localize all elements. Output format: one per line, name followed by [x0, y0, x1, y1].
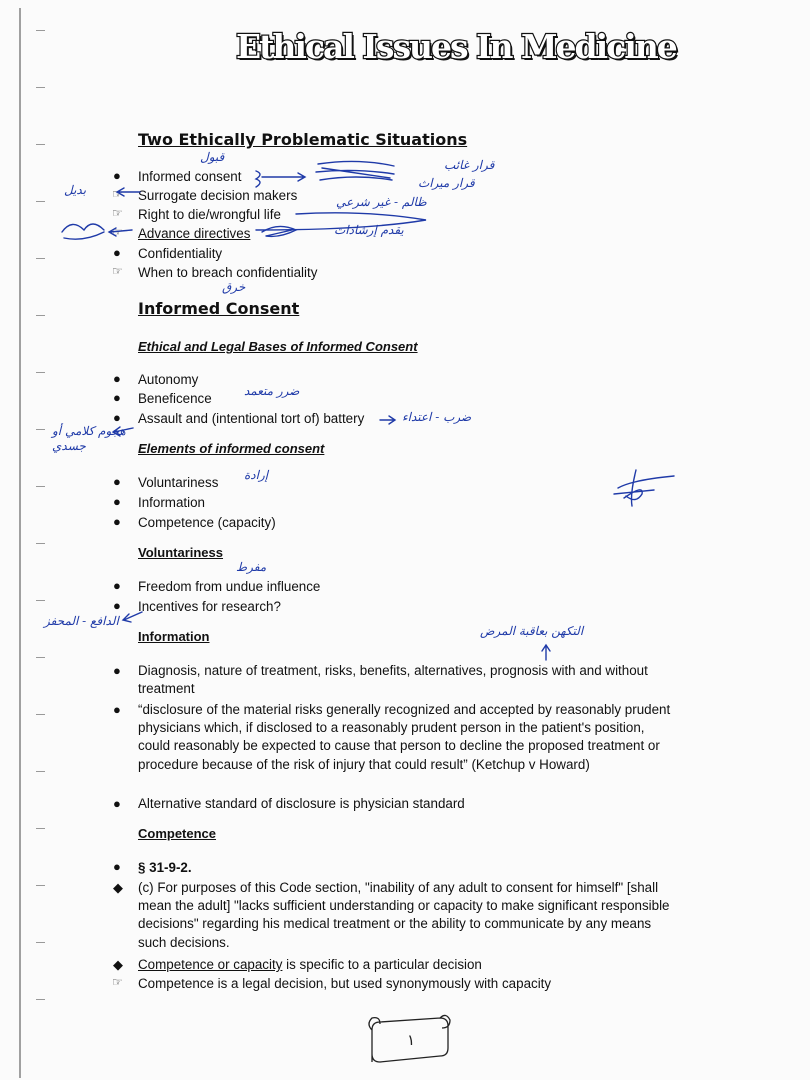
page-number: ١ — [406, 1031, 416, 1049]
list-item: Assault and (intentional tort of) battery — [138, 411, 365, 426]
heading-elements: Elements of informed consent — [138, 441, 325, 456]
underlined-phrase: Competence or capacity — [138, 957, 283, 972]
annotation: قرار ميراث — [418, 176, 475, 190]
list-item: (c) For purposes of this Code section, "inability of any adult to consent for himself" [shall mean the adult] "lacks sufficient understanding or capacity to make significant responsible decisions" regarding his medical treatment or the ability to communicate by any means such decisions. — [138, 880, 670, 950]
annotation: التكهن بعاقبة المرض — [480, 624, 584, 638]
annotation: هجوم كلامي أو جسدي — [52, 424, 126, 453]
annotation: بديل — [64, 183, 87, 197]
annotation: قبول — [200, 150, 225, 164]
annotation: مفرط — [236, 560, 267, 574]
bullet: ● — [113, 390, 121, 405]
heading-information: Information — [138, 629, 210, 644]
annotation: إرادة — [244, 468, 269, 482]
list-item: “disclosure of the material risks generally recognized and accepted by reasonably prudent physicians which, if disclosed to a reasonably prudent person in the patient's position, could reasonably be expected to cause that person to decline the proposed treatment or procedure because of the risk of injury that could result” (Ketchup v Howard) — [138, 702, 671, 772]
list-item: Beneficence — [138, 391, 212, 406]
list-item: Freedom from undue influence — [138, 579, 321, 594]
list-item: Incentives for research? — [138, 599, 281, 614]
annotation: الدافع - المحفز — [44, 614, 119, 628]
list-item: Right to die/wrongful life — [138, 207, 281, 222]
arrow-line — [262, 173, 305, 181]
arrow-line — [117, 188, 140, 196]
bullet: ◆ — [113, 880, 123, 895]
arrow-line — [542, 645, 550, 660]
bullet: ● — [113, 474, 121, 489]
annotation: يقدم إرشادات — [334, 223, 404, 237]
annotation: خرق — [222, 280, 246, 294]
bullet: ◆ — [113, 957, 123, 972]
bullet: ● — [113, 371, 121, 386]
signature-mark — [614, 470, 674, 506]
list-item-rest: is specific to a particular decision — [286, 957, 482, 972]
bullet: ● — [113, 859, 121, 874]
list-item: Surrogate decision makers — [138, 188, 298, 203]
list-item: § 31-9-2. — [138, 860, 192, 875]
brace-mark — [256, 171, 260, 187]
bullet: ● — [113, 514, 121, 529]
list-item: Information — [138, 495, 205, 510]
annotation: ظالم - غير شرعي — [336, 195, 427, 209]
bullet: ● — [113, 796, 121, 811]
bullet: ● — [113, 578, 121, 593]
list-item: Autonomy — [138, 372, 199, 387]
bullet: ● — [113, 494, 121, 509]
heading-voluntariness: Voluntariness — [138, 545, 224, 560]
bullet: ● — [113, 410, 121, 425]
arrow-line — [380, 416, 395, 424]
list-item: When to breach confidentiality — [138, 265, 318, 280]
arrow-line — [113, 427, 133, 436]
annotation: قرار غائب — [444, 158, 495, 172]
arrow-line — [109, 228, 132, 236]
scribble-crossout — [316, 161, 394, 180]
heading-situations: Two Ethically Problematic Situations — [138, 130, 468, 149]
annotation: ضرب - اعتداء — [402, 410, 472, 424]
page-title: Ethical Issues In Medicine — [236, 27, 676, 66]
annotation: ضرر متعمد — [244, 384, 300, 398]
bullet: ● — [113, 598, 121, 613]
list-item: Advance directives — [138, 226, 251, 241]
bullet: ● — [113, 245, 121, 260]
list-item: Competence is a legal decision, but used synonymously with capacity — [138, 976, 552, 991]
hand-pointer-icon: ☞ — [112, 206, 123, 220]
bullet: ● — [113, 168, 121, 183]
hand-pointer-icon: ☞ — [112, 187, 123, 201]
list-item: Voluntariness — [138, 475, 219, 490]
bullet: ● — [113, 663, 121, 678]
list-item: Diagnosis, nature of treatment, risks, benefits, alternatives, prognosis with and without treatment — [138, 663, 648, 697]
hand-pointer-icon: ☞ — [112, 975, 123, 989]
list-item: Competence (capacity) — [138, 515, 276, 530]
list-item: Confidentiality — [138, 246, 223, 261]
hand-pointer-icon: ☞ — [112, 225, 123, 239]
heading-ethical-legal-bases: Ethical and Legal Bases of Informed Consent — [138, 339, 418, 354]
scribble-crossout — [62, 224, 104, 239]
heading-competence: Competence — [138, 826, 217, 841]
bullet: ● — [113, 702, 121, 717]
heading-informed-consent: Informed Consent — [138, 299, 300, 318]
scribble-crossout — [262, 226, 296, 236]
list-item: Informed consent — [138, 169, 242, 184]
list-item: Alternative standard of disclosure is physician standard — [138, 796, 465, 811]
hand-pointer-icon: ☞ — [112, 264, 123, 278]
curve-arrow — [256, 213, 426, 230]
arrow-line — [123, 612, 142, 622]
